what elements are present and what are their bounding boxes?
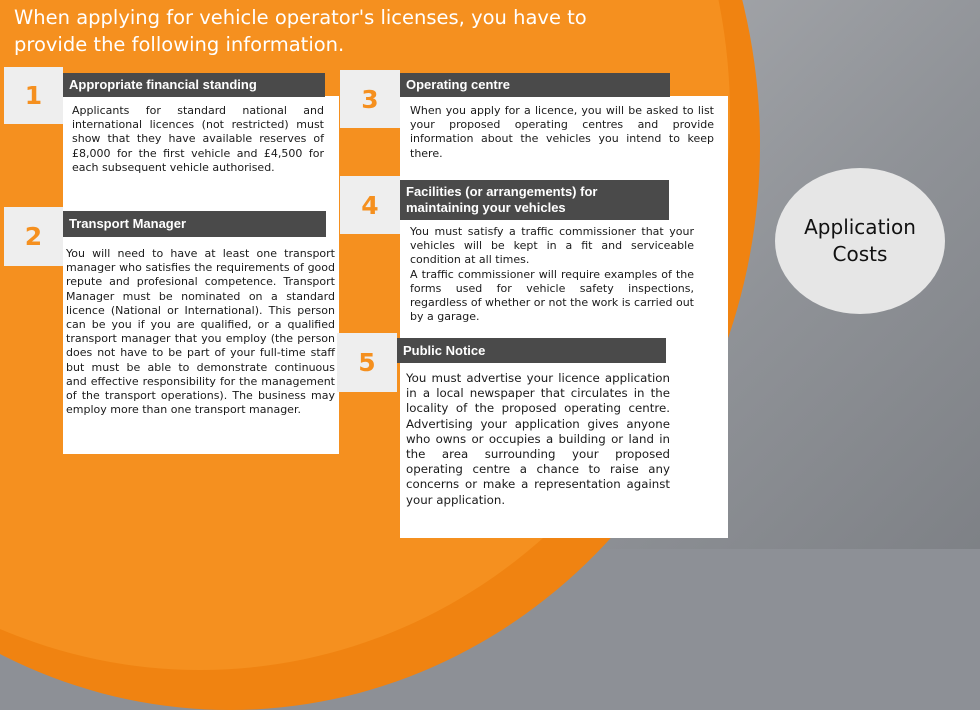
- section-5-title: Public Notice: [397, 338, 666, 363]
- section-5-paragraph: You must advertise your licence application in a local newspaper that circulates in the locality of the proposed operating centre. Advertising your application gives anyone who owns or occupies a building or land in the area surrounding your proposed operating centre a chance to raise any concerns or make a representation against your application.: [406, 371, 670, 507]
- section-1-body: [72, 104, 324, 175]
- section-3-number: 3: [340, 70, 400, 128]
- section-4-title: Facilities (or arrangements) for maintaining your vehicles: [400, 180, 669, 220]
- section-3-paragraph: When you apply for a licence, you will be asked to list your proposed operating centres and provide information about the vehicles you intend to keep there.: [410, 104, 714, 160]
- section-2-title: Transport Manager: [63, 211, 326, 237]
- section-4-body: [410, 225, 694, 324]
- application-costs-circle: [775, 168, 945, 314]
- section-2-paragraph: You will need to have at least one transport manager who satisfies the requirements of good repute and profesional competence. Transport Manager must be nominated on a standard licence (National or International). This person can be you if you are qualified, or a qualified transport manager that you employ (the person does not have to be part of your full-time staff but must be able to demonstrate continuous and effective responsibility for the management of the transport operations). The business may employ more than one transport manager.: [66, 247, 335, 417]
- section-1-number: 1: [4, 67, 63, 124]
- circle-line-1: Application: [804, 215, 916, 239]
- circle-line-2: Costs: [832, 242, 888, 266]
- section-2-body: [66, 247, 335, 417]
- section-3-body: [410, 104, 714, 161]
- section-5-number: 5: [337, 333, 397, 392]
- section-1-paragraph: Applicants for standard national and international licences (not restricted) must show that they have available reserves of £8,000 for the first vehicle and £4,500 for each subsequent vehicle authorised.: [72, 104, 324, 174]
- page-title: When applying for vehicle operator's licenses, you have to provide the following information.: [14, 6, 587, 56]
- section-4-number: 4: [340, 176, 400, 234]
- section-5-body: [406, 371, 670, 508]
- section-3-title: Operating centre: [400, 73, 670, 97]
- section-4-paragraph-2: A traffic commissioner will require examples of the forms used for vehicle safety inspections, regardless of whether or not the work is carried out by a garage.: [410, 267, 694, 324]
- section-4-paragraph-1: You must satisfy a traffic commissioner that your vehicles will be kept in a fit and serviceable condition at all times.: [410, 225, 694, 267]
- section-2-number: 2: [4, 207, 63, 266]
- section-1-title: Appropriate financial standing: [63, 73, 325, 97]
